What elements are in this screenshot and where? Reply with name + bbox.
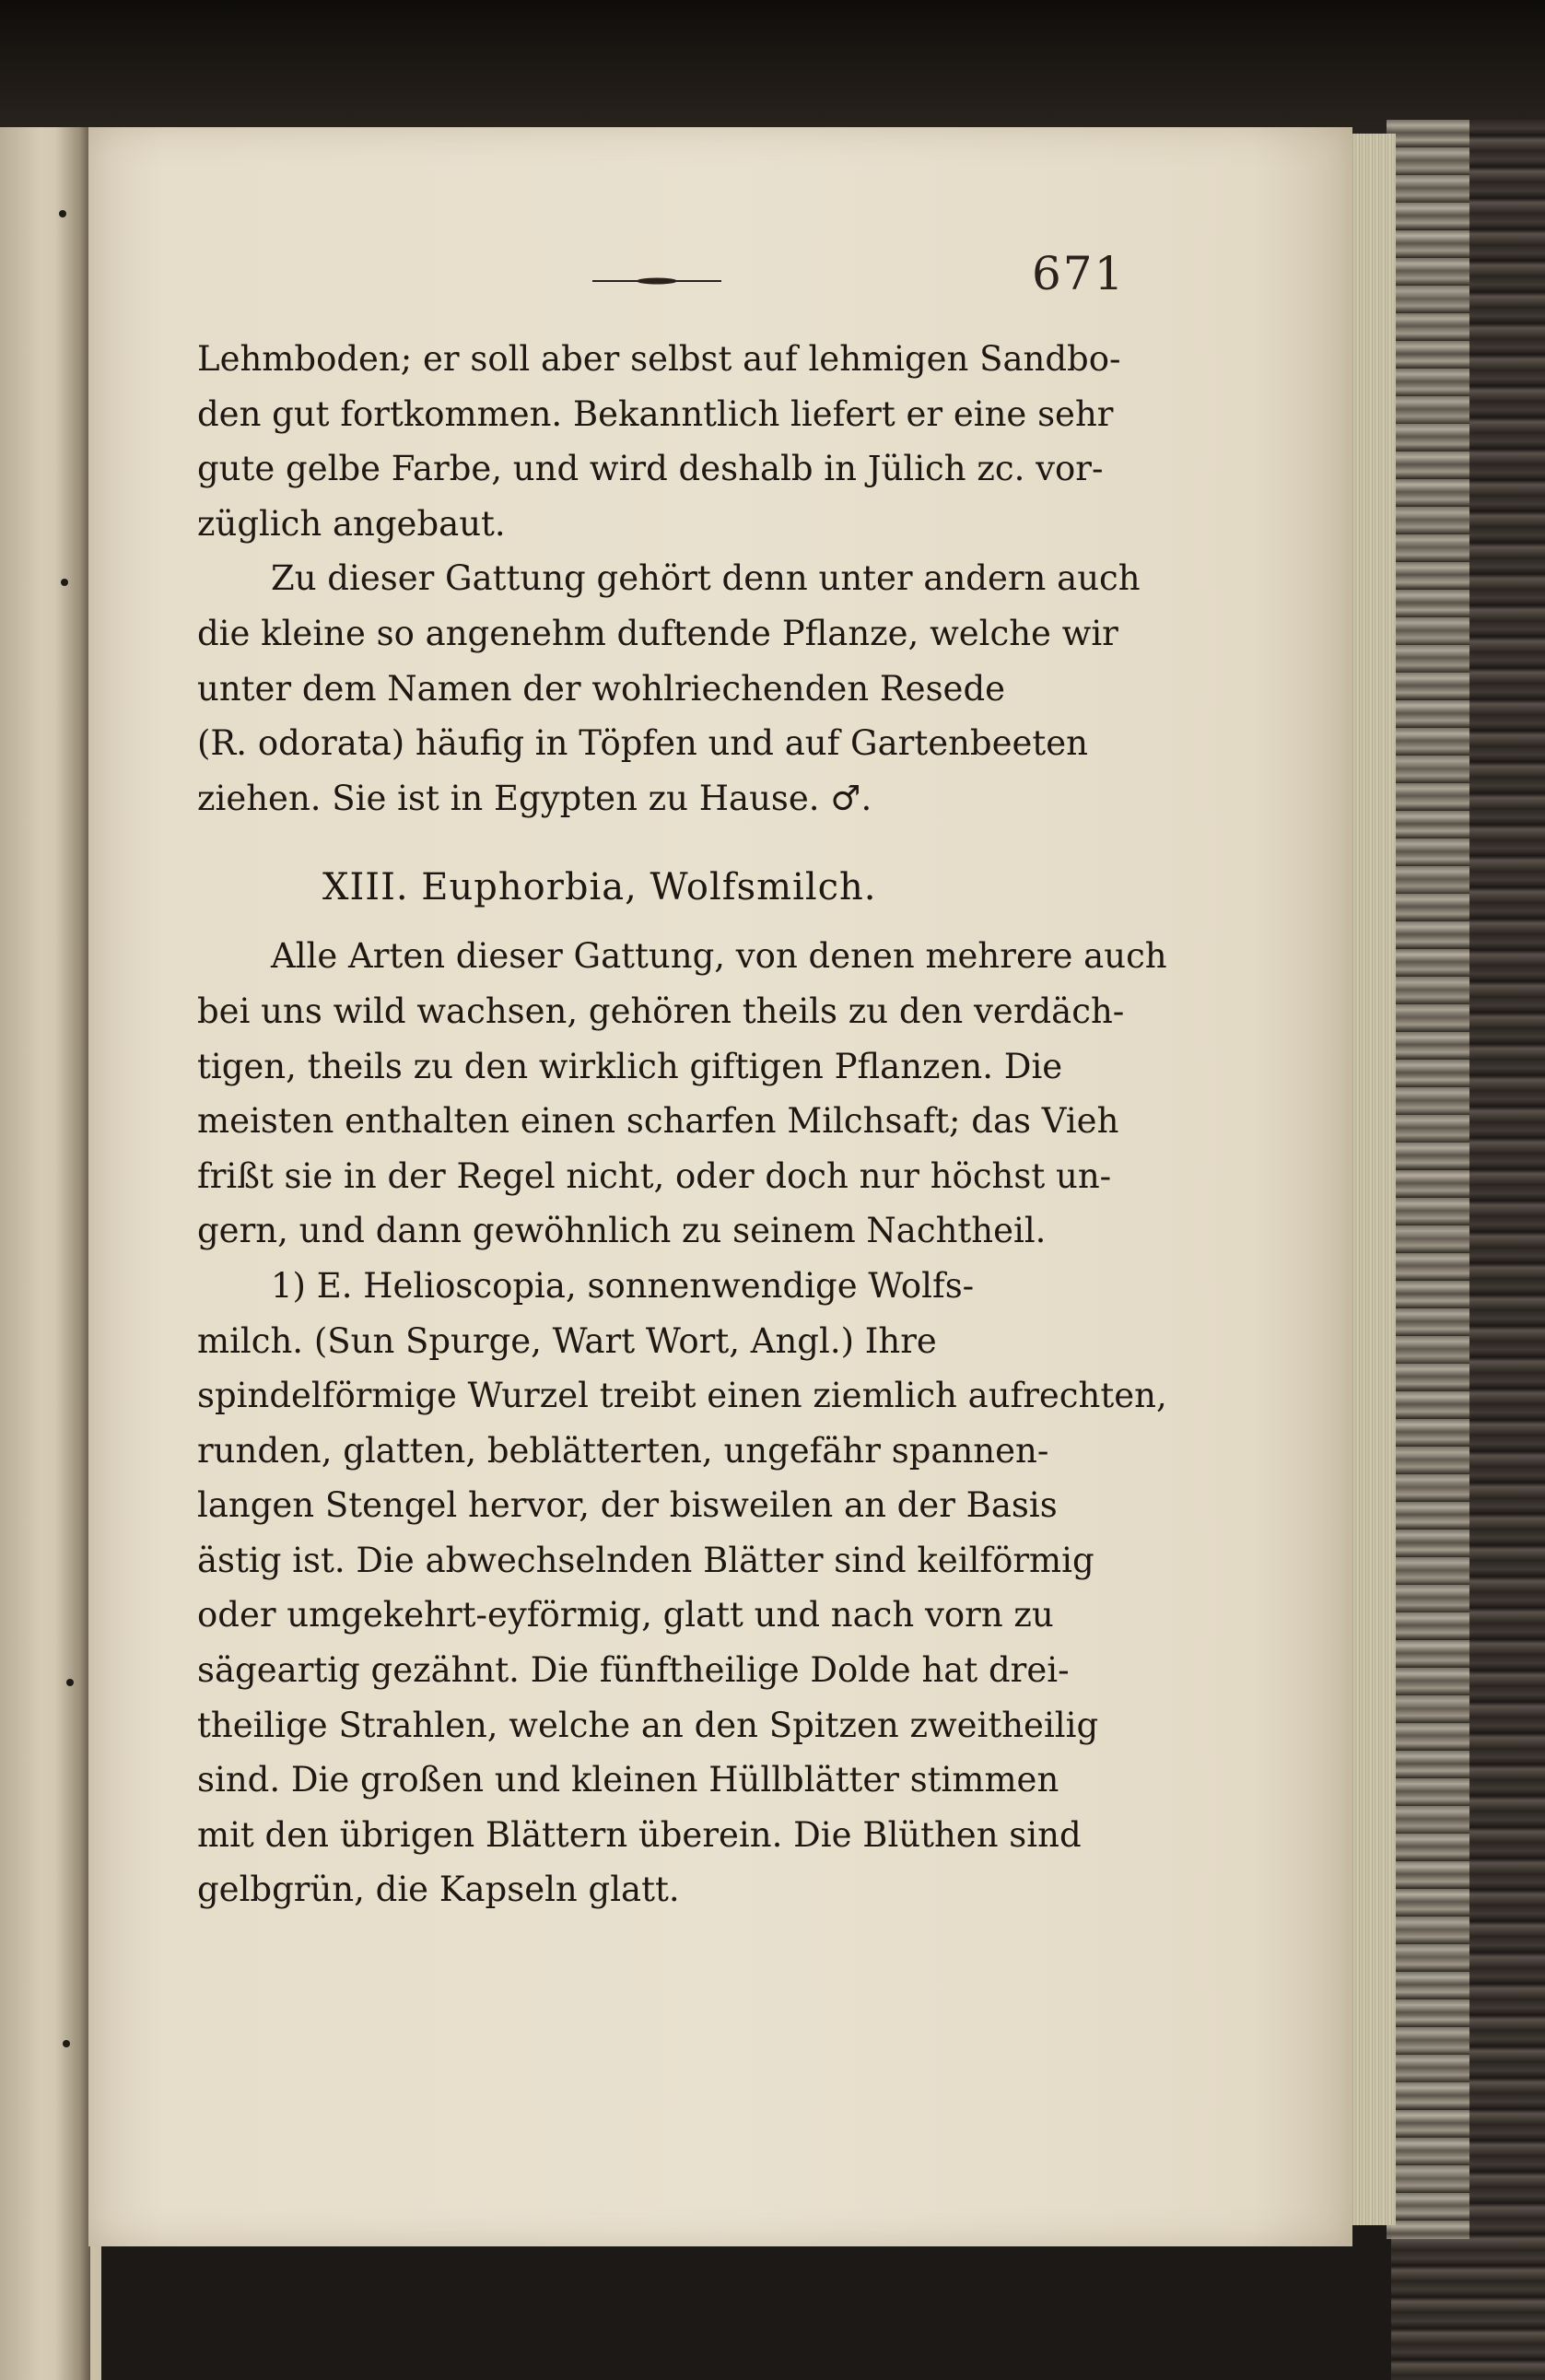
- page-number: 671: [1032, 247, 1126, 300]
- margin-mark: [66, 1679, 74, 1686]
- margin-mark: [59, 210, 66, 217]
- text-line: langen Stengel hervor, der bisweilen an der Basis: [197, 1485, 1058, 1526]
- header-ornament-rule: [592, 277, 721, 285]
- text-line: runden, glatten, beblätterten, ungefähr spannen-: [197, 1430, 1049, 1471]
- text-line: 1) E. Helioscopia, sonnenwendige Wolfs-: [271, 1265, 975, 1306]
- text-line: die kleine so angenehm duftende Pflanze, welche wir: [197, 613, 1118, 653]
- text-line: unter dem Namen der wohlriechenden Resede: [197, 668, 1006, 709]
- text-line: gelbgrün, die Kapseln glatt.: [197, 1870, 680, 1910]
- text-line: bei uns wild wachsen, gehören theils zu den verdäch-: [197, 991, 1125, 1031]
- margin-mark: [63, 2040, 70, 2047]
- text-line: gern, und dann gewöhnlich zu seinem Nachtheil.: [197, 1211, 1047, 1251]
- margin-mark: [61, 579, 68, 586]
- scan-background: [0, 0, 1545, 138]
- worn-cover-binding: [1387, 120, 1469, 2239]
- text-line: Zu dieser Gattung gehört denn unter andern auch: [271, 558, 1141, 599]
- text-line: sind. Die großen und kleinen Hüllblätter stimmen: [197, 1760, 1059, 1800]
- text-line: Alle Arten dieser Gattung, von denen mehrere auch: [271, 936, 1167, 977]
- text-line: mit den übrigen Blättern überein. Die Blüthen sind: [197, 1814, 1082, 1855]
- text-line: meisten enthalten einen scharfen Milchsaft; das Vieh: [197, 1101, 1119, 1142]
- text-line: (R. odorata) häufig in Töpfen und auf Gartenbeeten: [197, 723, 1089, 764]
- book-gutter: [55, 127, 90, 2380]
- text-line: tigen, theils zu den wirklich giftigen Pflanzen. Die: [197, 1046, 1063, 1086]
- page-text: [197, 332, 1167, 1917]
- text-line: züglich angebaut.: [197, 503, 506, 544]
- text-line: frißt sie in der Regel nicht, oder doch nur höchst un-: [197, 1155, 1112, 1196]
- text-line: sägeartig gezähnt. Die fünftheilige Dolde hat drei-: [197, 1650, 1070, 1691]
- text-line: theilige Strahlen, welche an den Spitzen zweitheilig: [197, 1705, 1099, 1745]
- text-line: ästig ist. Die abwechselnden Blätter sind keilförmig: [197, 1540, 1094, 1580]
- text-line: den gut fortkommen. Bekanntlich liefert er eine sehr: [197, 393, 1114, 434]
- text-line: Lehmboden; er soll aber selbst auf lehmigen Sandbo-: [197, 339, 1121, 379]
- text-line: oder umgekehrt-eyförmig, glatt und nach vorn zu: [197, 1595, 1054, 1636]
- section-heading: XIII. Euphorbia, Wolfsmilch.: [322, 866, 877, 909]
- text-line: gute gelbe Farbe, und wird deshalb in Jülich zc. vor-: [197, 449, 1104, 489]
- text-line: milch. (Sun Spurge, Wart Wort, Angl.) Ihre: [197, 1320, 937, 1361]
- text-line: spindelförmige Wurzel treibt einen ziemlich aufrechten,: [197, 1376, 1167, 1416]
- text-line: ziehen. Sie ist in Egypten zu Hause. ♂.: [197, 778, 872, 818]
